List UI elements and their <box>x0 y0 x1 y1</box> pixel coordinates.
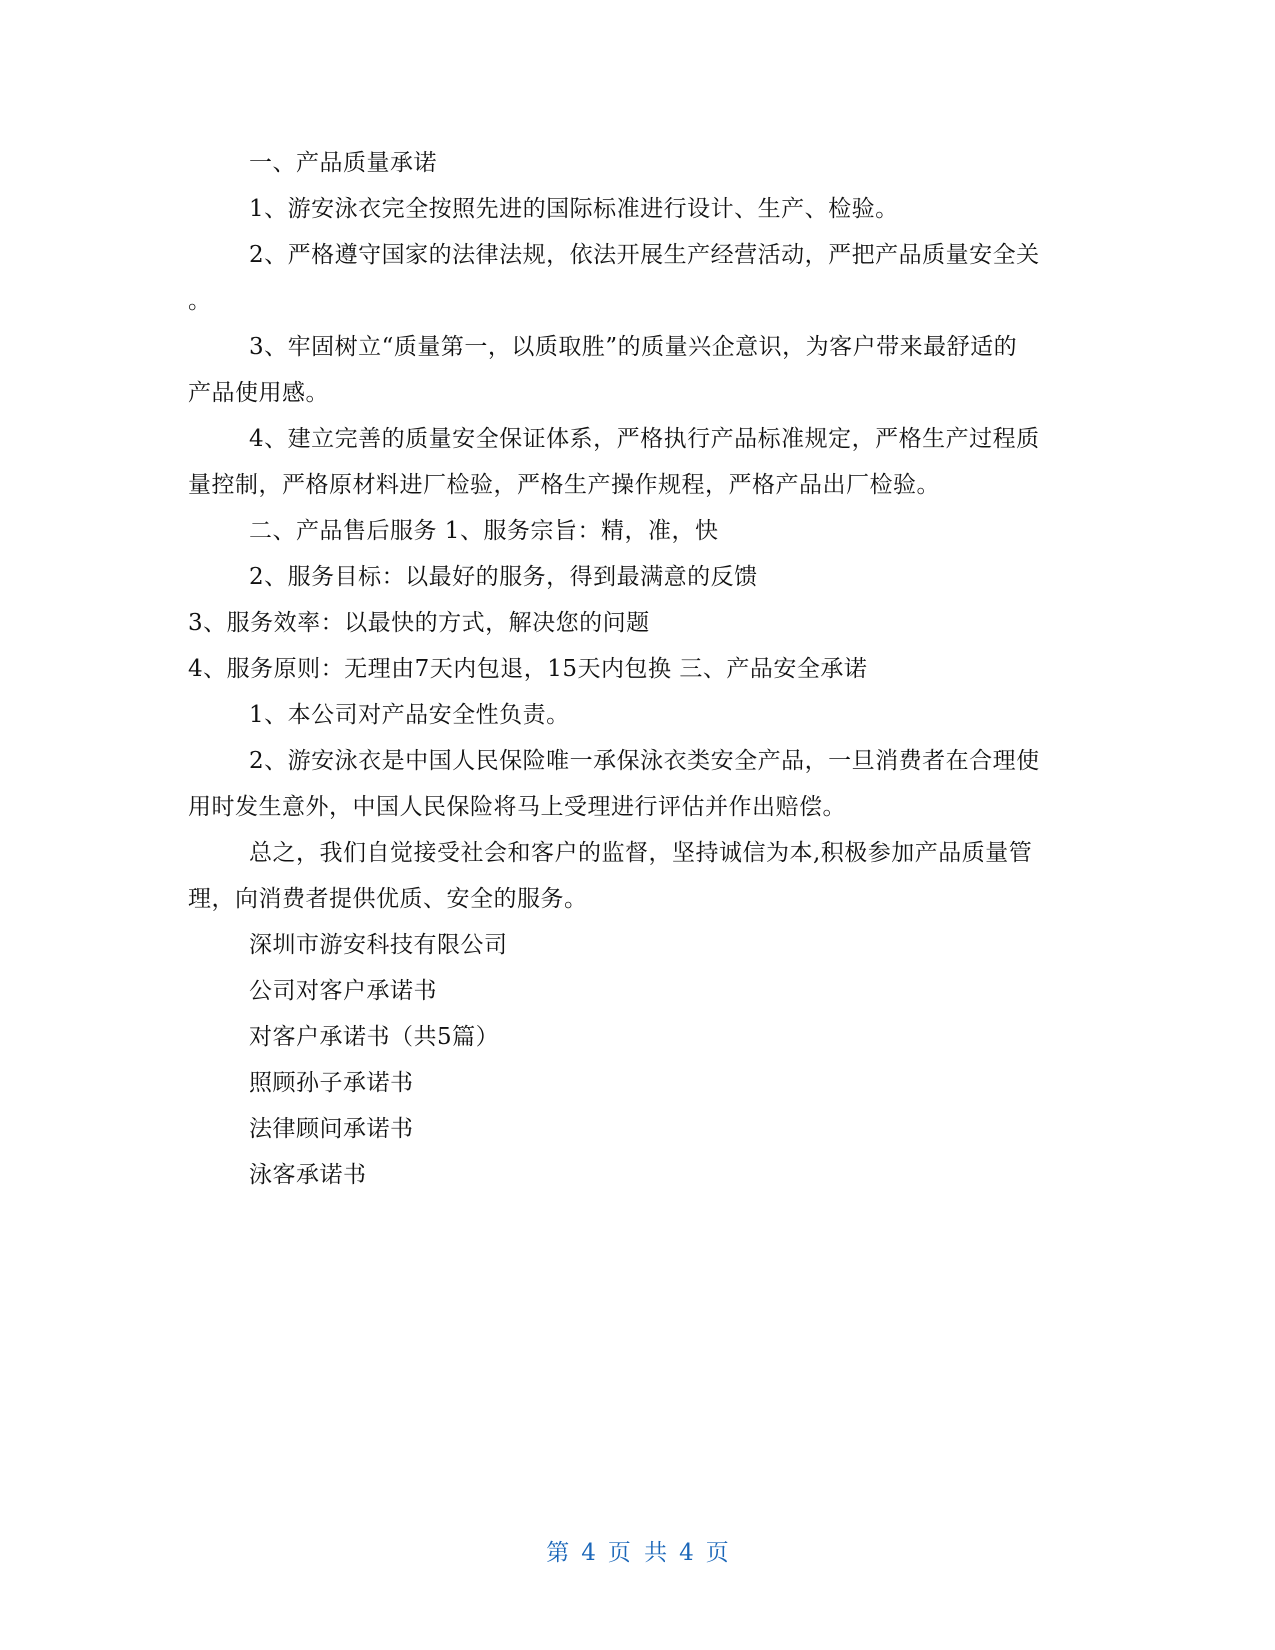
paragraph-line: 4、服务原则：无理由7天内包退，15天内包换 三、产品安全承诺 <box>188 656 868 682</box>
paragraph-line: 2、严格遵守国家的法律法规，依法开展生产经营活动，严把产品质量安全关 <box>249 242 1040 268</box>
paragraph-line: 2、游安泳衣是中国人民保险唯一承保泳衣类安全产品，一旦消费者在合理使 <box>249 748 1040 774</box>
paragraph-line: 总之，我们自觉接受社会和客户的监督，坚持诚信为本,积极参加产品质量管 <box>249 840 1033 866</box>
section-heading-service: 二、产品售后服务 1、服务宗旨：精，准，快 <box>249 518 719 544</box>
related-title: 对客户承诺书（共5篇） <box>249 1024 500 1050</box>
paragraph-line: 量控制，严格原材料进厂检验，严格生产操作规程，严格产品出厂检验。 <box>188 472 940 498</box>
related-title: 照顾孙子承诺书 <box>249 1070 414 1096</box>
related-title: 泳客承诺书 <box>249 1162 367 1188</box>
page-footer <box>0 1538 1275 1568</box>
footer-suffix: 页 <box>705 1540 729 1566</box>
footer-middle: 页 共 <box>607 1540 668 1566</box>
footer-total-pages: 4 <box>679 1540 694 1566</box>
related-title: 法律顾问承诺书 <box>249 1116 414 1142</box>
footer-current-page: 4 <box>581 1540 596 1566</box>
paragraph-line: 1、本公司对产品安全性负责。 <box>249 702 570 728</box>
paragraph-line: 理，向消费者提供优质、安全的服务。 <box>188 886 588 912</box>
footer-prefix: 第 <box>546 1540 570 1566</box>
paragraph-line: 。 <box>188 288 212 314</box>
paragraph-line: 4、建立完善的质量安全保证体系，严格执行产品标准规定，严格生产过程质 <box>249 426 1040 452</box>
paragraph-line: 1、游安泳衣完全按照先进的国际标准进行设计、生产、检验。 <box>249 196 899 222</box>
paragraph-line: 3、服务效率：以最快的方式，解决您的问题 <box>188 610 650 636</box>
paragraph-line: 产品使用感。 <box>188 380 329 406</box>
paragraph-line: 用时发生意外，中国人民保险将马上受理进行评估并作出赔偿。 <box>188 794 846 820</box>
paragraph-line: 2、服务目标：以最好的服务，得到最满意的反馈 <box>249 564 758 590</box>
company-name: 深圳市游安科技有限公司 <box>249 932 508 958</box>
related-title: 公司对客户承诺书 <box>249 978 437 1004</box>
section-heading-quality: 一、产品质量承诺 <box>249 150 437 176</box>
paragraph-line: 3、牢固树立“质量第一，以质取胜”的质量兴企意识，为客户带来最舒适的 <box>249 334 1018 360</box>
